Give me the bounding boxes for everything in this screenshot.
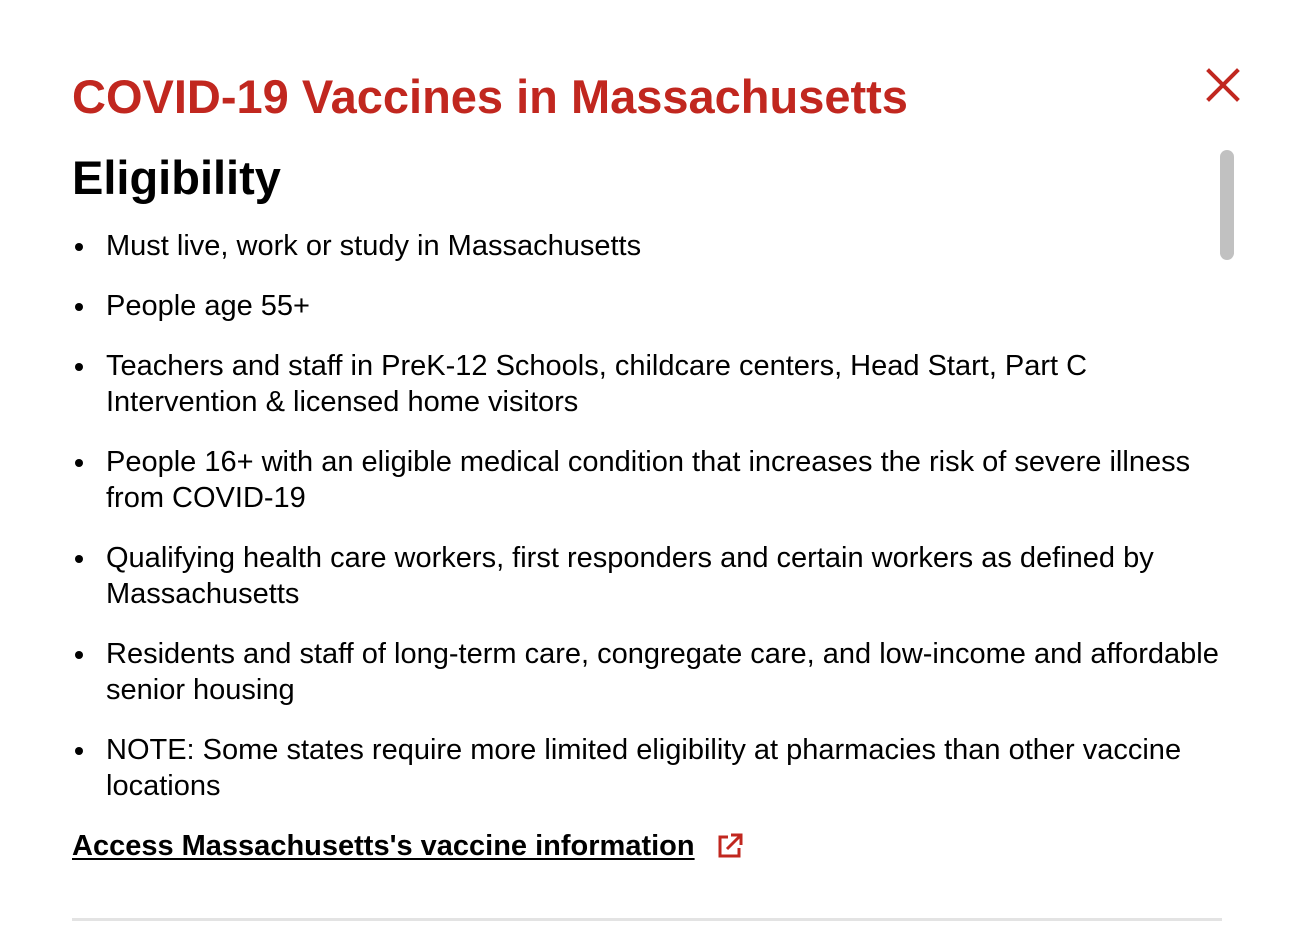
- eligibility-list: [72, 228, 1232, 828]
- close-icon: [1204, 66, 1242, 104]
- external-link-icon[interactable]: [715, 831, 745, 861]
- divider: [72, 918, 1222, 921]
- close-button[interactable]: [1204, 66, 1242, 104]
- eligibility-item-text: People 16+ with an eligible medical condition that increases the risk of severe illness from COVID-19: [106, 446, 1191, 514]
- bullet: [75, 747, 83, 755]
- bullet: [75, 459, 83, 467]
- eligibility-item: [72, 444, 1232, 516]
- eligibility-item: [72, 348, 1232, 420]
- bullet: [75, 555, 83, 563]
- eligibility-item-text: Must live, work or study in Massachusetts: [106, 230, 642, 262]
- eligibility-item-text: NOTE: Some states require more limited eligibility at pharmacies than other vaccine locations: [106, 734, 1182, 802]
- modal-title: COVID-19 Vaccines in Massachusetts: [72, 70, 908, 123]
- eligibility-item: [72, 228, 1232, 264]
- bullet: [75, 303, 83, 311]
- eligibility-item: [72, 540, 1232, 612]
- vaccine-info-link[interactable]: [72, 828, 745, 864]
- eligibility-item-text: Residents and staff of long-term care, congregate care, and low-income and affordable senior housing: [106, 638, 1219, 706]
- eligibility-item-text: People age 55+: [106, 290, 310, 322]
- eligibility-heading: Eligibility: [72, 151, 281, 204]
- eligibility-item: [72, 288, 1232, 324]
- bullet: [75, 363, 83, 371]
- eligibility-item: [72, 732, 1232, 804]
- eligibility-item-text: Teachers and staff in PreK-12 Schools, childcare centers, Head Start, Part C Intervention & licensed home visitors: [106, 350, 1088, 418]
- eligibility-item: [72, 636, 1232, 708]
- bullet: [75, 651, 83, 659]
- vaccine-info-link-label[interactable]: Access Massachusetts's vaccine information: [72, 830, 695, 862]
- eligibility-item-text: Qualifying health care workers, first responders and certain workers as defined by Massachusetts: [106, 542, 1154, 610]
- bullet: [75, 243, 83, 251]
